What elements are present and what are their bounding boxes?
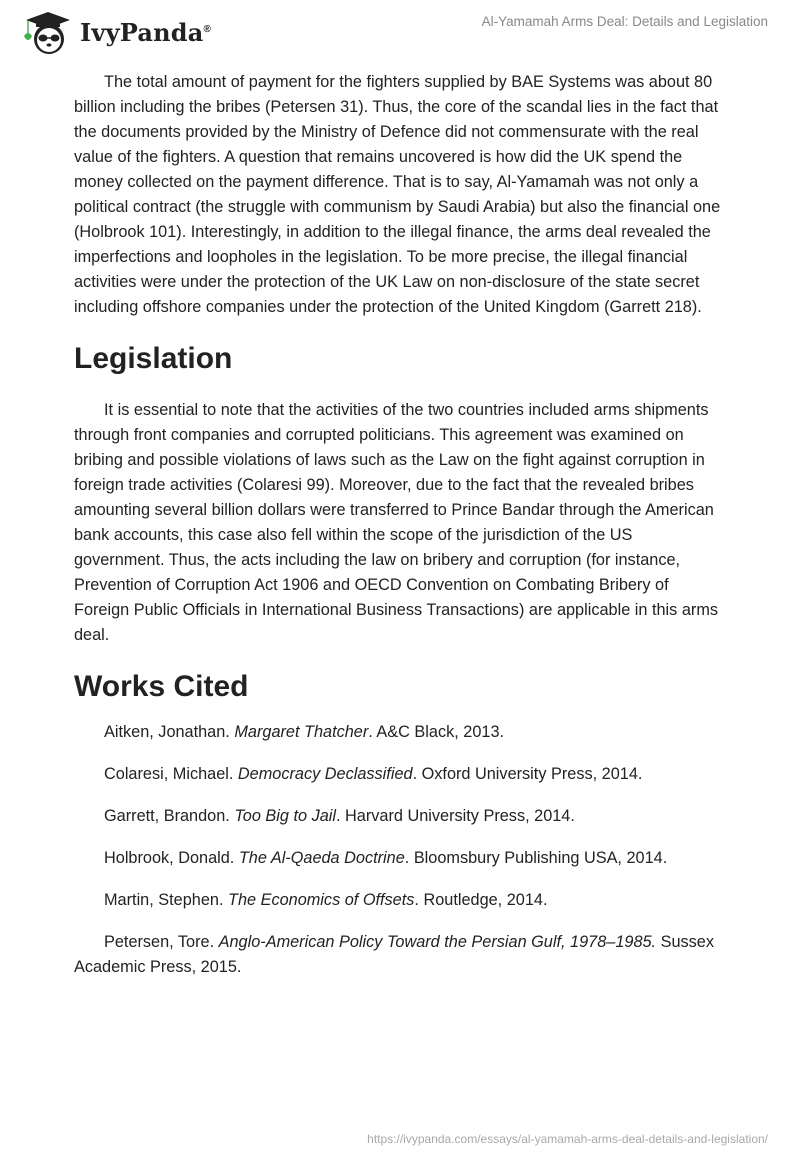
page-header bbox=[0, 0, 800, 60]
legislation-paragraph: It is essential to note that the activities of the two countries included arms shipments through front companies and corrupted politicians. This agreement was examined on bribing and possible violations of laws such as the Law on the fight against corruption in foreign trade activities (Colaresi 99). Moreover, due to the fact that the revealed bribes amounting several billion dollars were transferred to Prince Bandar through the American bank accounts, this case also fell within the scope of the jurisdiction of the US government. Thus, the acts including the law on bribery and corruption (for instance, Prevention of Corruption Act 1906 and OECD Convention on Combating Bribery of Foreign Public Officials in International Business Transactions) are applicable in this arms deal. bbox=[74, 401, 719, 644]
works-cited-heading: Works Cited bbox=[74, 670, 249, 703]
citation-item: Martin, Stephen. The Economics of Offsets. Routledge, 2014. bbox=[104, 891, 548, 909]
citation-item: Petersen, Tore. Anglo-American Policy Toward the Persian Gulf, 1978–1985. Sussex Academic Press, 2015. bbox=[74, 933, 714, 976]
legislation-heading: Legislation bbox=[74, 342, 233, 375]
citation-item: Garrett, Brandon. Too Big to Jail. Harvard University Press, 2014. bbox=[104, 807, 575, 825]
ivypanda-logo[interactable] bbox=[20, 8, 211, 56]
logo-text: IvyPanda® bbox=[80, 17, 212, 47]
citation-item: Aitken, Jonathan. Margaret Thatcher. A&C Black, 2013. bbox=[104, 723, 505, 741]
intro-paragraph: The total amount of payment for the fighters supplied by BAE Systems was about 80 billion including the bribes (Petersen 31). Thus, the core of the scandal lies in the fact that the documents provided by the Ministry of Defence did not commensurate with the real value of the fighters. A question that remains uncovered is how did the UK spend the money collected on the payment difference. That is to say, Al-Yamamah was not only a political contract (the struggle with communism by Saudi Arabia) but also the financial one (Holbrook 101). Interestingly, in addition to the illegal finance, the arms deal revealed the imperfections and loopholes in the legislation. To be more precise, the illegal financial activities were under the protection of the UK Law on non-disclosure of the state secret including offshore companies under the protection of the United Kingdom (Garrett 218). bbox=[74, 73, 721, 316]
essay-content bbox=[74, 70, 726, 997]
citation-item: Holbrook, Donald. The Al-Qaeda Doctrine. Bloomsbury Publishing USA, 2014. bbox=[104, 849, 668, 867]
document-title: Al-Yamamah Arms Deal: Details and Legislation bbox=[481, 14, 768, 29]
panda-graduate-icon bbox=[20, 8, 76, 56]
source-url[interactable]: https://ivypanda.com/essays/al-yamamah-arms-deal-details-and-legislation/ bbox=[367, 1132, 768, 1146]
works-cited-list bbox=[74, 720, 726, 980]
citation-item: Colaresi, Michael. Democracy Declassified. Oxford University Press, 2014. bbox=[104, 765, 643, 783]
